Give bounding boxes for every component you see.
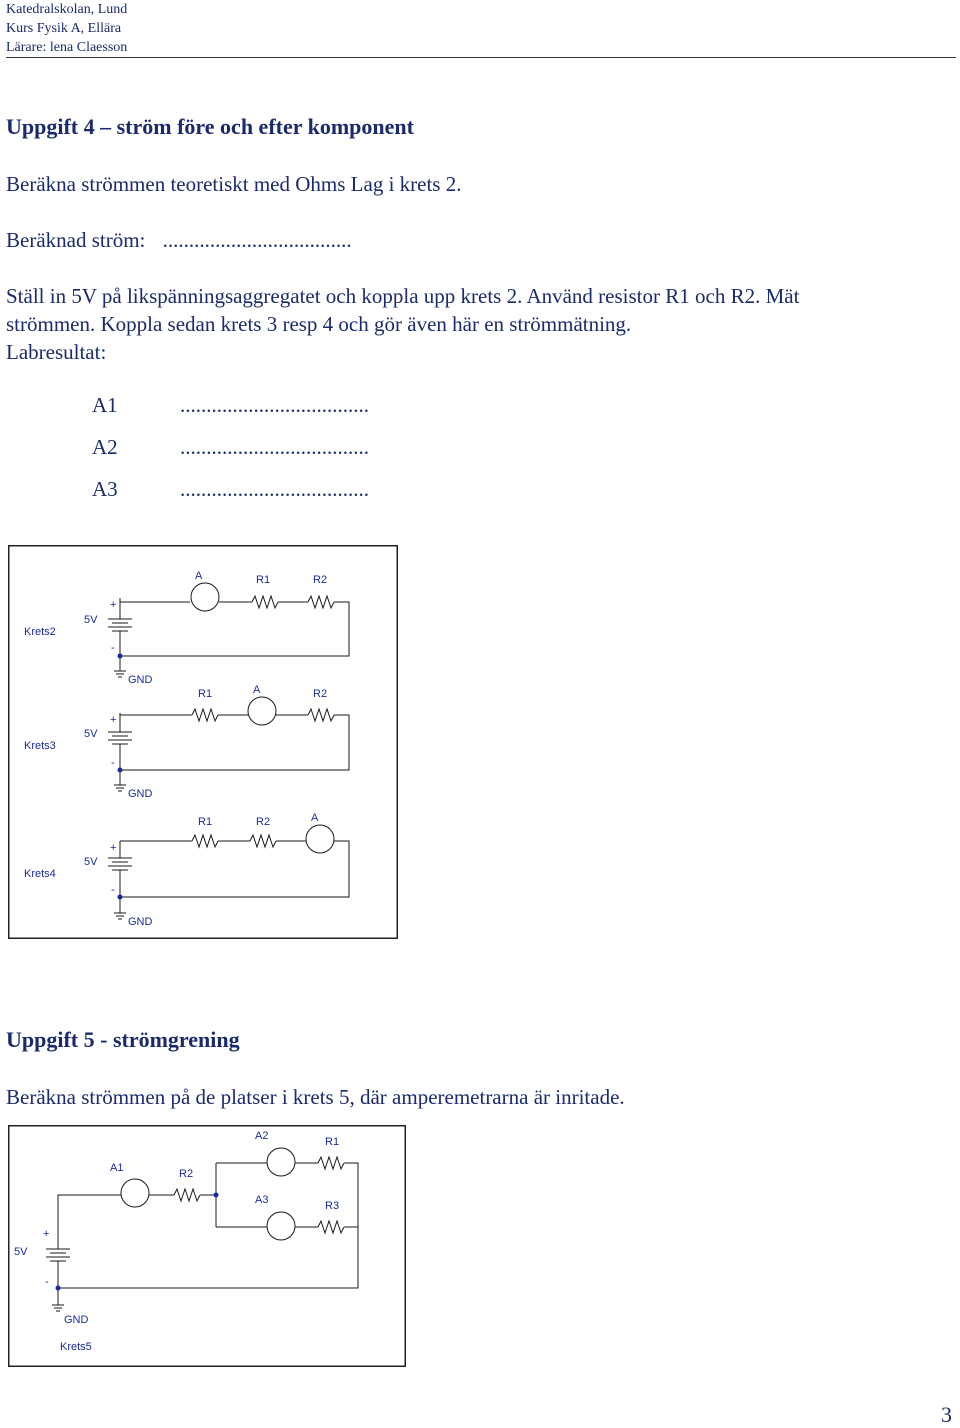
- krets3-voltage-label: 5V: [84, 728, 98, 740]
- krets5-plus-label: +: [43, 1228, 50, 1240]
- krets5-a1-label: A1: [110, 1162, 124, 1174]
- document-header: [6, 0, 127, 57]
- krets5-r1-label: R1: [325, 1136, 340, 1148]
- task5-intro: Beräkna strömmen på de platser i krets 5, där amperemetrarna är inritade.: [6, 1085, 625, 1109]
- krets5-voltage-label: 5V: [14, 1246, 28, 1258]
- result-dots-a3: ....................................: [180, 477, 369, 501]
- krets5-minus-label: -: [45, 1276, 49, 1288]
- krets2-plus-label: +: [110, 599, 117, 611]
- krets4-plus-label: +: [110, 842, 117, 854]
- krets4-minus-label: -: [111, 884, 115, 896]
- krets4-ammeter-label: A: [311, 812, 319, 824]
- krets2-ammeter-label: A: [195, 570, 203, 582]
- result-dots-a2: ....................................: [180, 435, 369, 459]
- krets2-minus-label: -: [111, 642, 115, 654]
- header-divider: [6, 57, 956, 58]
- krets4-r2-label: R2: [256, 816, 271, 828]
- krets5-a2-label: A2: [255, 1130, 269, 1142]
- computed-current-line: [6, 226, 951, 254]
- result-label-a1: A1: [92, 393, 118, 417]
- task4-title: Uppgift 4 – ström före och efter komponent: [6, 114, 414, 139]
- lab-results-label: Labresultat:: [6, 340, 107, 364]
- krets2-r1-label: R1: [256, 574, 271, 586]
- task4-instruction-line1: Ställ in 5V på likspänningsaggregatet och koppla upp krets 2. Använd resistor R1 och R2. Mät: [6, 284, 800, 308]
- page-number: 3: [941, 1402, 952, 1427]
- circuits-2-3-4-diagram: [8, 545, 398, 939]
- computed-current-label: Beräknad ström:: [6, 228, 146, 252]
- krets3-name-label: Krets3: [24, 740, 56, 752]
- circuit-5-diagram: [8, 1125, 406, 1367]
- krets4-voltage-label: 5V: [84, 856, 98, 868]
- task4-instruction-line2: strömmen. Koppla sedan krets 3 resp 4 och gör även här en strömmätning.: [6, 312, 632, 336]
- krets4-name-label: Krets4: [24, 868, 56, 880]
- krets3-gnd-label: GND: [128, 788, 153, 800]
- krets3-ammeter-label: A: [253, 684, 261, 696]
- krets2-name-label: Krets2: [24, 626, 56, 638]
- krets2-voltage-label: 5V: [84, 614, 98, 626]
- task5-title: Uppgift 5 - strömgrening: [6, 1027, 240, 1052]
- krets3-minus-label: -: [111, 757, 115, 769]
- krets3-r1-label: R1: [198, 688, 213, 700]
- krets2-gnd-label: GND: [128, 674, 153, 686]
- result-label-a2: A2: [92, 435, 118, 459]
- result-dots-a1: ....................................: [180, 393, 369, 417]
- krets5-name-label: Krets5: [60, 1341, 92, 1353]
- course-name: Kurs Fysik A, Ellära: [6, 21, 122, 36]
- krets2-r2-label: R2: [313, 574, 328, 586]
- krets4-gnd-label: GND: [128, 916, 153, 928]
- school-name: Katedralskolan, Lund: [6, 2, 128, 17]
- krets5-a3-label: A3: [255, 1194, 269, 1206]
- krets4-r1-label: R1: [198, 816, 213, 828]
- krets3-r2-label: R2: [313, 688, 328, 700]
- krets5-gnd-label: GND: [64, 1314, 89, 1326]
- computed-current-dots: ....................................: [162, 228, 352, 252]
- krets5-r3-label: R3: [325, 1200, 340, 1212]
- result-label-a3: A3: [92, 477, 118, 501]
- krets5-r2-label: R2: [179, 1168, 194, 1180]
- teacher-name: Lärare: lena Claesson: [6, 40, 128, 55]
- task4-intro: Beräkna strömmen teoretiskt med Ohms Lag i krets 2.: [6, 172, 462, 196]
- krets3-plus-label: +: [110, 714, 117, 726]
